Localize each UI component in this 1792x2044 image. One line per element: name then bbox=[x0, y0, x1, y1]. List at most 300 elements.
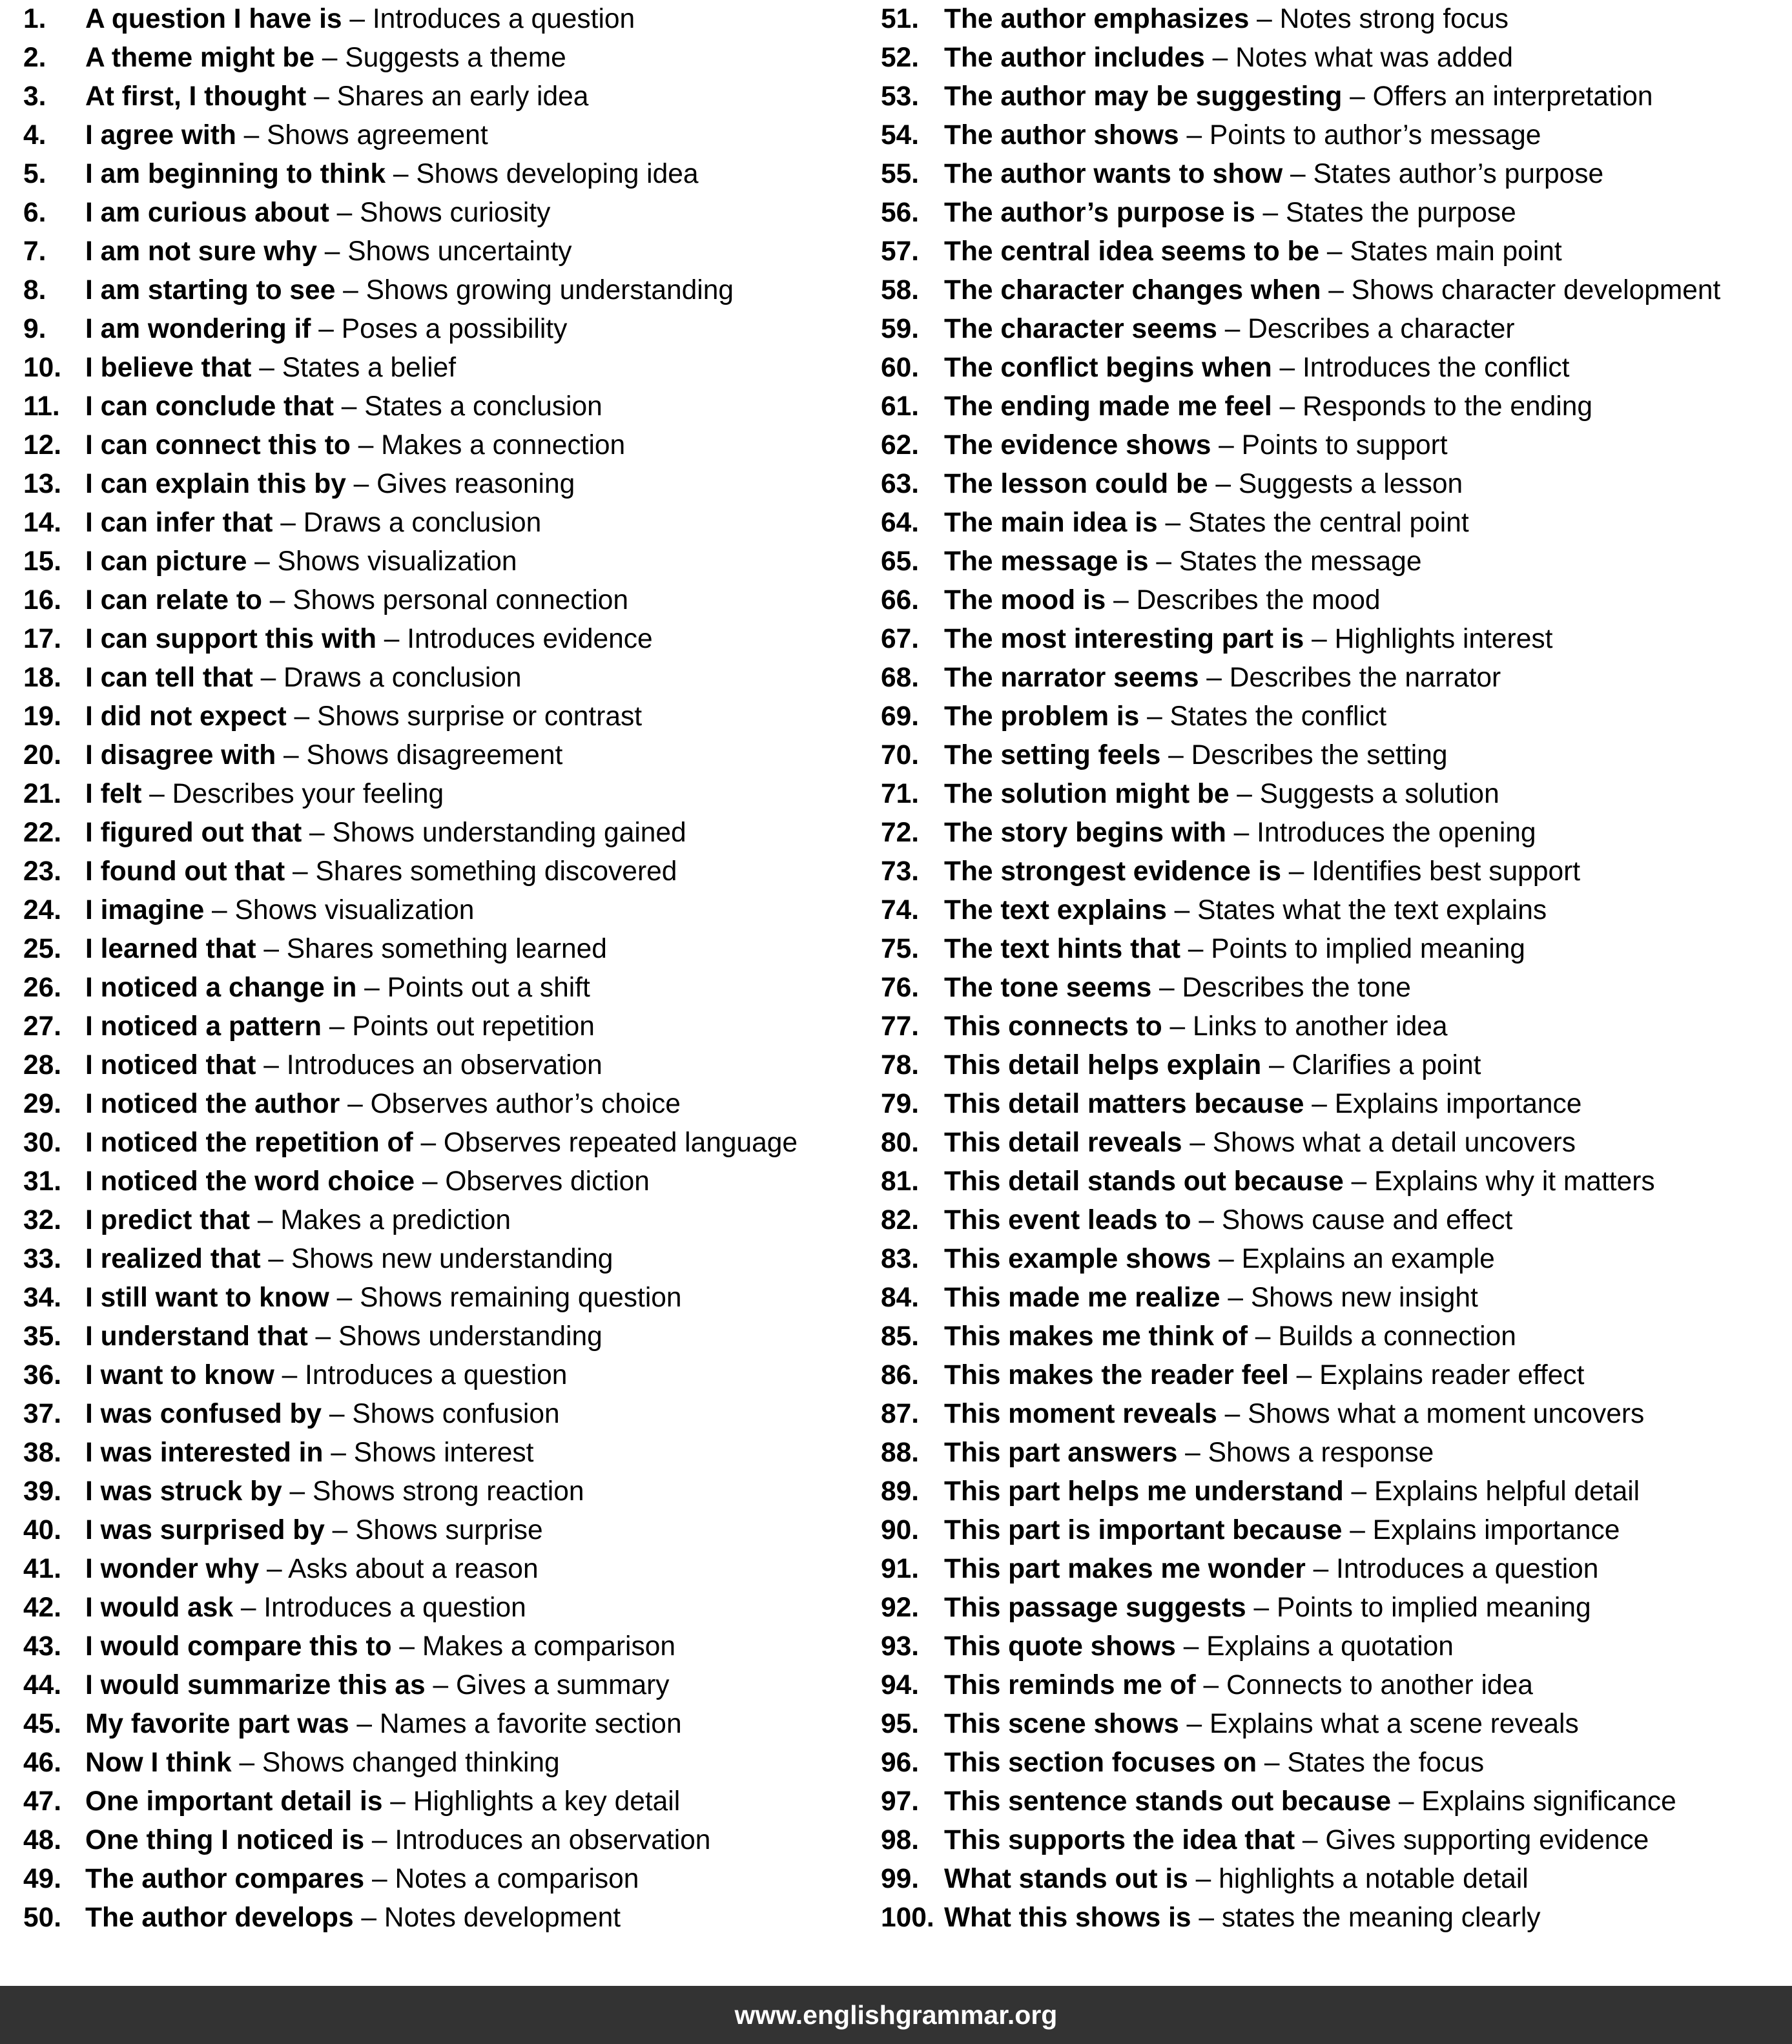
item-text bbox=[944, 1356, 1584, 1395]
item-number: 81. bbox=[881, 1166, 920, 1197]
item-separator: – bbox=[364, 1864, 395, 1894]
item-text bbox=[85, 0, 635, 39]
item-number: 61. bbox=[881, 391, 920, 422]
item-phrase: I can support this with bbox=[85, 624, 376, 654]
item-text bbox=[944, 310, 1515, 349]
item-separator: – bbox=[1281, 856, 1312, 887]
item-phrase: This scene shows bbox=[944, 1709, 1179, 1739]
item-separator: – bbox=[391, 1631, 422, 1662]
item-description: Describes the narrator bbox=[1229, 663, 1501, 693]
item-separator: – bbox=[1217, 1399, 1248, 1429]
item-separator: – bbox=[1211, 430, 1242, 460]
item-number: 66. bbox=[881, 585, 920, 615]
item-text bbox=[944, 736, 1448, 775]
item-text bbox=[85, 775, 444, 814]
item-text bbox=[85, 1240, 613, 1279]
item-number: 15. bbox=[23, 546, 62, 577]
item-number: 22. bbox=[23, 818, 62, 848]
item-description: Describes a character bbox=[1248, 314, 1515, 344]
item-separator: – bbox=[285, 856, 316, 887]
item-text bbox=[85, 1007, 595, 1046]
item-phrase: I was confused by bbox=[85, 1399, 322, 1429]
item-text bbox=[944, 1899, 1541, 1937]
item-number: 75. bbox=[881, 934, 920, 964]
item-description: Notes development bbox=[384, 1903, 621, 1933]
item-phrase: The story begins with bbox=[944, 818, 1226, 848]
item-description: States what the text explains bbox=[1197, 895, 1547, 925]
item-number: 95. bbox=[881, 1709, 920, 1739]
item-number: 92. bbox=[881, 1593, 920, 1623]
footer-url: www.englishgrammar.org bbox=[734, 2000, 1058, 2030]
item-phrase: This reminds me of bbox=[944, 1670, 1196, 1700]
item-number: 43. bbox=[23, 1631, 62, 1662]
item-description: Shows curiosity bbox=[360, 198, 551, 228]
item-description: Describes the tone bbox=[1182, 973, 1411, 1003]
item-phrase: The narrator seems bbox=[944, 663, 1199, 693]
item-phrase: This detail reveals bbox=[944, 1128, 1182, 1158]
item-description: States the purpose bbox=[1286, 198, 1516, 228]
item-text bbox=[85, 1860, 639, 1899]
item-separator: – bbox=[1342, 81, 1373, 112]
item-number: 57. bbox=[881, 236, 920, 267]
item-description: Shows growing understanding bbox=[366, 275, 734, 305]
item-number: 3. bbox=[23, 81, 46, 112]
item-text bbox=[85, 969, 590, 1007]
item-phrase: This section focuses on bbox=[944, 1748, 1257, 1778]
item-number: 88. bbox=[881, 1438, 920, 1468]
item-description: Highlights a key detail bbox=[413, 1786, 681, 1817]
item-number: 16. bbox=[23, 585, 62, 615]
item-phrase: The text explains bbox=[944, 895, 1167, 925]
item-text bbox=[944, 465, 1463, 504]
item-text bbox=[85, 930, 607, 969]
item-text bbox=[85, 1705, 682, 1744]
item-text bbox=[85, 620, 653, 659]
item-phrase: I can connect this to bbox=[85, 430, 351, 460]
item-description: Names a favorite section bbox=[379, 1709, 682, 1739]
item-separator: – bbox=[250, 1205, 281, 1235]
item-number: 76. bbox=[881, 973, 920, 1003]
item-separator: – bbox=[323, 1438, 354, 1468]
item-separator: – bbox=[1288, 1360, 1320, 1390]
item-description: Shares something discovered bbox=[315, 856, 677, 887]
item-text bbox=[85, 1395, 560, 1434]
item-description: Shows understanding bbox=[338, 1321, 602, 1352]
item-description: Notes strong focus bbox=[1279, 4, 1509, 34]
item-number: 71. bbox=[881, 779, 920, 809]
item-number: 74. bbox=[881, 895, 920, 925]
item-separator: – bbox=[1272, 353, 1303, 383]
item-separator: – bbox=[141, 779, 172, 809]
item-description: Points to author’s message bbox=[1209, 120, 1541, 150]
item-number: 96. bbox=[881, 1748, 920, 1778]
item-description: States a belief bbox=[282, 353, 457, 383]
item-number: 78. bbox=[881, 1050, 920, 1080]
item-number: 36. bbox=[23, 1360, 62, 1390]
item-description: Shares something learned bbox=[286, 934, 607, 964]
item-text bbox=[85, 1899, 621, 1937]
item-separator: – bbox=[1257, 1748, 1288, 1778]
item-description: Explains a quotation bbox=[1206, 1631, 1454, 1662]
item-phrase: This detail stands out because bbox=[944, 1166, 1344, 1197]
item-separator: – bbox=[262, 585, 293, 615]
item-description: Shows strong reaction bbox=[313, 1476, 584, 1507]
item-separator: – bbox=[376, 624, 407, 654]
item-text bbox=[944, 891, 1547, 930]
item-separator: – bbox=[1160, 740, 1191, 770]
item-phrase: I was interested in bbox=[85, 1438, 324, 1468]
item-phrase: Now I think bbox=[85, 1748, 232, 1778]
item-description: Describes your feeling bbox=[172, 779, 444, 809]
item-number: 77. bbox=[881, 1011, 920, 1042]
item-separator: – bbox=[322, 1011, 353, 1042]
item-phrase: I agree with bbox=[85, 120, 236, 150]
item-description: Shows visualization bbox=[277, 546, 517, 577]
item-description: Observes author’s choice bbox=[370, 1089, 681, 1119]
item-text bbox=[944, 1007, 1448, 1046]
item-description: Makes a prediction bbox=[280, 1205, 511, 1235]
item-description: Gives a summary bbox=[455, 1670, 670, 1700]
item-separator: – bbox=[1220, 1283, 1251, 1313]
item-description: Gives reasoning bbox=[376, 469, 575, 499]
item-number: 100. bbox=[881, 1903, 934, 1933]
item-text bbox=[85, 697, 642, 736]
item-phrase: The lesson could be bbox=[944, 469, 1208, 499]
item-text bbox=[944, 814, 1536, 852]
item-text bbox=[85, 1317, 602, 1356]
item-description: Connects to another idea bbox=[1226, 1670, 1533, 1700]
item-number: 51. bbox=[881, 4, 920, 34]
item-number: 97. bbox=[881, 1786, 920, 1817]
item-phrase: I can picture bbox=[85, 546, 247, 577]
item-description: Suggests a solution bbox=[1259, 779, 1499, 809]
item-separator: – bbox=[333, 391, 365, 422]
item-phrase: The solution might be bbox=[944, 779, 1230, 809]
item-number: 53. bbox=[881, 81, 920, 112]
item-description: Shows uncertainty bbox=[347, 236, 572, 267]
item-description: Shows new insight bbox=[1250, 1283, 1478, 1313]
item-phrase: This made me realize bbox=[944, 1283, 1220, 1313]
item-text bbox=[85, 39, 566, 77]
item-separator: – bbox=[1272, 391, 1303, 422]
item-phrase: The tone seems bbox=[944, 973, 1152, 1003]
item-phrase: I am beginning to think bbox=[85, 159, 386, 189]
item-text bbox=[944, 659, 1501, 697]
item-text bbox=[944, 194, 1516, 232]
item-number: 42. bbox=[23, 1593, 62, 1623]
item-description: Shows interest bbox=[353, 1438, 534, 1468]
item-text bbox=[85, 852, 677, 891]
item-text bbox=[944, 387, 1592, 426]
item-number: 30. bbox=[23, 1128, 62, 1158]
item-description: highlights a notable detail bbox=[1219, 1864, 1529, 1894]
item-description: Points to support bbox=[1241, 430, 1448, 460]
item-number: 54. bbox=[881, 120, 920, 150]
item-phrase: The problem is bbox=[944, 701, 1140, 732]
item-separator: – bbox=[1248, 1321, 1279, 1352]
item-description: Introduces the opening bbox=[1257, 818, 1536, 848]
item-text bbox=[85, 77, 588, 116]
item-phrase: This part answers bbox=[944, 1438, 1178, 1468]
item-description: Introduces a question bbox=[263, 1593, 526, 1623]
item-separator: – bbox=[1217, 314, 1248, 344]
item-description: Notes a comparison bbox=[395, 1864, 639, 1894]
item-text bbox=[85, 1162, 650, 1201]
item-description: Describes the setting bbox=[1191, 740, 1448, 770]
item-description: Shows new understanding bbox=[291, 1244, 613, 1274]
item-number: 19. bbox=[23, 701, 62, 732]
item-phrase: I was surprised by bbox=[85, 1515, 325, 1545]
item-text bbox=[85, 1356, 567, 1395]
item-number: 5. bbox=[23, 159, 46, 189]
item-phrase: The author emphasizes bbox=[944, 4, 1250, 34]
item-text bbox=[85, 310, 567, 349]
item-separator: – bbox=[314, 43, 345, 73]
item-phrase: I am wondering if bbox=[85, 314, 311, 344]
item-description: Shows agreement bbox=[267, 120, 488, 150]
item-number: 21. bbox=[23, 779, 62, 809]
item-separator: – bbox=[1179, 1709, 1210, 1739]
item-phrase: The author shows bbox=[944, 120, 1179, 150]
item-description: Shows surprise bbox=[355, 1515, 543, 1545]
item-number: 80. bbox=[881, 1128, 920, 1158]
item-description: Shows what a detail uncovers bbox=[1212, 1128, 1576, 1158]
item-separator: – bbox=[302, 818, 333, 848]
item-phrase: A theme might be bbox=[85, 43, 314, 73]
item-phrase: The text hints that bbox=[944, 934, 1180, 964]
item-number: 29. bbox=[23, 1089, 62, 1119]
item-number: 38. bbox=[23, 1438, 62, 1468]
item-phrase: The central idea seems to be bbox=[944, 236, 1320, 267]
item-phrase: I would summarize this as bbox=[85, 1670, 426, 1700]
item-text bbox=[944, 1744, 1484, 1782]
item-phrase: I noticed a pattern bbox=[85, 1011, 322, 1042]
item-separator: – bbox=[236, 120, 267, 150]
item-number: 31. bbox=[23, 1166, 62, 1197]
item-description: Points out a shift bbox=[387, 973, 590, 1003]
item-phrase: The ending made me feel bbox=[944, 391, 1272, 422]
footer-bar bbox=[0, 1986, 1792, 2044]
item-number: 24. bbox=[23, 895, 62, 925]
item-number: 87. bbox=[881, 1399, 920, 1429]
item-number: 69. bbox=[881, 701, 920, 732]
item-text bbox=[85, 271, 734, 310]
item-text bbox=[85, 1821, 710, 1860]
item-description: Introduces an observation bbox=[286, 1050, 602, 1080]
item-text bbox=[85, 659, 522, 697]
item-number: 67. bbox=[881, 624, 920, 654]
item-description: Offers an interpretation bbox=[1372, 81, 1653, 112]
item-text bbox=[85, 1589, 526, 1627]
item-separator: – bbox=[256, 1050, 287, 1080]
item-phrase: This event leads to bbox=[944, 1205, 1191, 1235]
item-number: 46. bbox=[23, 1748, 62, 1778]
item-phrase: I wonder why bbox=[85, 1554, 260, 1584]
item-phrase: I can tell that bbox=[85, 663, 253, 693]
item-phrase: This passage suggests bbox=[944, 1593, 1246, 1623]
item-text bbox=[85, 116, 488, 155]
item-number: 20. bbox=[23, 740, 62, 770]
item-separator: – bbox=[1195, 1670, 1226, 1700]
item-number: 70. bbox=[881, 740, 920, 770]
item-phrase: I did not expect bbox=[85, 701, 287, 732]
item-number: 63. bbox=[881, 469, 920, 499]
item-text bbox=[85, 426, 625, 465]
item-text bbox=[944, 77, 1653, 116]
item-separator: – bbox=[342, 4, 373, 34]
item-description: Identifies best support bbox=[1312, 856, 1581, 887]
item-number: 98. bbox=[881, 1825, 920, 1855]
item-phrase: I imagine bbox=[85, 895, 205, 925]
item-separator: – bbox=[1162, 1011, 1193, 1042]
item-number: 59. bbox=[881, 314, 920, 344]
item-description: Shares an early idea bbox=[336, 81, 589, 112]
item-text bbox=[944, 426, 1448, 465]
item-separator: – bbox=[386, 159, 417, 189]
item-phrase: I believe that bbox=[85, 353, 252, 383]
item-number: 11. bbox=[23, 391, 60, 422]
item-number: 12. bbox=[23, 430, 62, 460]
item-text bbox=[944, 969, 1411, 1007]
item-text bbox=[85, 465, 575, 504]
item-text bbox=[944, 1666, 1533, 1705]
item-description: Introduces a question bbox=[305, 1360, 568, 1390]
item-text bbox=[944, 39, 1513, 77]
item-phrase: I felt bbox=[85, 779, 142, 809]
item-separator: – bbox=[382, 1786, 413, 1817]
item-description: Explains significance bbox=[1421, 1786, 1676, 1817]
item-description: Asks about a reason bbox=[288, 1554, 539, 1584]
item-phrase: I noticed the repetition of bbox=[85, 1128, 413, 1158]
item-text bbox=[944, 1782, 1676, 1821]
item-text bbox=[85, 1511, 543, 1550]
item-number: 9. bbox=[23, 314, 46, 344]
item-separator: – bbox=[1180, 934, 1211, 964]
item-phrase: This connects to bbox=[944, 1011, 1162, 1042]
item-description: Makes a connection bbox=[381, 430, 626, 460]
item-phrase: I realized that bbox=[85, 1244, 261, 1274]
item-phrase: This part makes me wonder bbox=[944, 1554, 1306, 1584]
item-separator: – bbox=[1188, 1864, 1219, 1894]
item-phrase: I can conclude that bbox=[85, 391, 334, 422]
item-separator: – bbox=[340, 1089, 371, 1119]
item-text bbox=[85, 1434, 533, 1472]
item-description: States the conflict bbox=[1169, 701, 1387, 732]
item-separator: – bbox=[1182, 1128, 1213, 1158]
item-description: Shows visualization bbox=[234, 895, 475, 925]
item-separator: – bbox=[329, 1283, 360, 1313]
item-phrase: I understand that bbox=[85, 1321, 308, 1352]
item-separator: – bbox=[356, 973, 387, 1003]
item-number: 68. bbox=[881, 663, 920, 693]
item-phrase: This makes the reader feel bbox=[944, 1360, 1289, 1390]
item-separator: – bbox=[231, 1748, 262, 1778]
item-separator: – bbox=[1208, 469, 1239, 499]
item-phrase: The main idea is bbox=[944, 508, 1158, 538]
item-text bbox=[85, 504, 541, 542]
item-text bbox=[85, 814, 686, 852]
item-text bbox=[85, 232, 572, 271]
item-description: Explains helpful detail bbox=[1374, 1476, 1640, 1507]
item-text bbox=[944, 1162, 1655, 1201]
item-description: Shows developing idea bbox=[416, 159, 699, 189]
item-phrase: At first, I thought bbox=[85, 81, 307, 112]
item-description: Clarifies a point bbox=[1292, 1050, 1481, 1080]
item-description: States a conclusion bbox=[364, 391, 602, 422]
item-phrase: I noticed that bbox=[85, 1050, 256, 1080]
item-number: 28. bbox=[23, 1050, 62, 1080]
item-phrase: The author develops bbox=[85, 1903, 354, 1933]
item-text bbox=[944, 581, 1381, 620]
item-description: Shows disagreement bbox=[306, 740, 563, 770]
item-text bbox=[944, 620, 1552, 659]
item-text bbox=[85, 1472, 584, 1511]
item-separator: – bbox=[1211, 1244, 1242, 1274]
item-phrase: I would compare this to bbox=[85, 1631, 392, 1662]
item-phrase: The setting feels bbox=[944, 740, 1161, 770]
item-number: 14. bbox=[23, 508, 62, 538]
item-separator: – bbox=[1106, 585, 1137, 615]
item-number: 58. bbox=[881, 275, 920, 305]
item-phrase: This sentence stands out because bbox=[944, 1786, 1392, 1817]
item-separator: – bbox=[1199, 663, 1230, 693]
item-phrase: The mood is bbox=[944, 585, 1106, 615]
item-separator: – bbox=[256, 934, 287, 964]
item-number: 83. bbox=[881, 1244, 920, 1274]
item-text bbox=[85, 1046, 602, 1085]
item-number: 2. bbox=[23, 43, 46, 73]
item-separator: – bbox=[1229, 779, 1260, 809]
item-description: Observes repeated language bbox=[443, 1128, 798, 1158]
item-text bbox=[944, 1472, 1640, 1511]
item-separator: – bbox=[349, 1709, 380, 1739]
item-text bbox=[85, 1627, 675, 1666]
item-separator: – bbox=[1166, 895, 1198, 925]
item-text bbox=[944, 271, 1720, 310]
item-description: Explains why it matters bbox=[1374, 1166, 1655, 1197]
item-phrase: I noticed the word choice bbox=[85, 1166, 415, 1197]
item-separator: – bbox=[350, 430, 382, 460]
item-phrase: The character seems bbox=[944, 314, 1217, 344]
item-text bbox=[944, 1860, 1529, 1899]
item-phrase: The most interesting part is bbox=[944, 624, 1304, 654]
item-phrase: This supports the idea that bbox=[944, 1825, 1295, 1855]
item-separator: – bbox=[324, 1515, 356, 1545]
item-text bbox=[85, 1124, 798, 1162]
item-number: 60. bbox=[881, 353, 920, 383]
item-phrase: This part helps me understand bbox=[944, 1476, 1344, 1507]
item-separator: – bbox=[1157, 508, 1188, 538]
item-number: 13. bbox=[23, 469, 62, 499]
item-number: 62. bbox=[881, 430, 920, 460]
item-text bbox=[944, 1046, 1481, 1085]
item-text bbox=[944, 349, 1569, 387]
item-phrase: This detail helps explain bbox=[944, 1050, 1262, 1080]
item-description: States the central point bbox=[1188, 508, 1469, 538]
item-description: Shows a response bbox=[1208, 1438, 1434, 1468]
item-separator: – bbox=[345, 469, 377, 499]
item-number: 91. bbox=[881, 1554, 920, 1584]
item-separator: – bbox=[1175, 1631, 1207, 1662]
item-description: Introduces a question bbox=[1336, 1554, 1599, 1584]
item-number: 8. bbox=[23, 275, 46, 305]
item-separator: – bbox=[353, 1903, 384, 1933]
item-number: 47. bbox=[23, 1786, 62, 1817]
item-text bbox=[85, 1085, 681, 1124]
item-text bbox=[944, 1395, 1644, 1434]
item-number: 79. bbox=[881, 1089, 920, 1119]
item-separator: – bbox=[282, 1476, 313, 1507]
